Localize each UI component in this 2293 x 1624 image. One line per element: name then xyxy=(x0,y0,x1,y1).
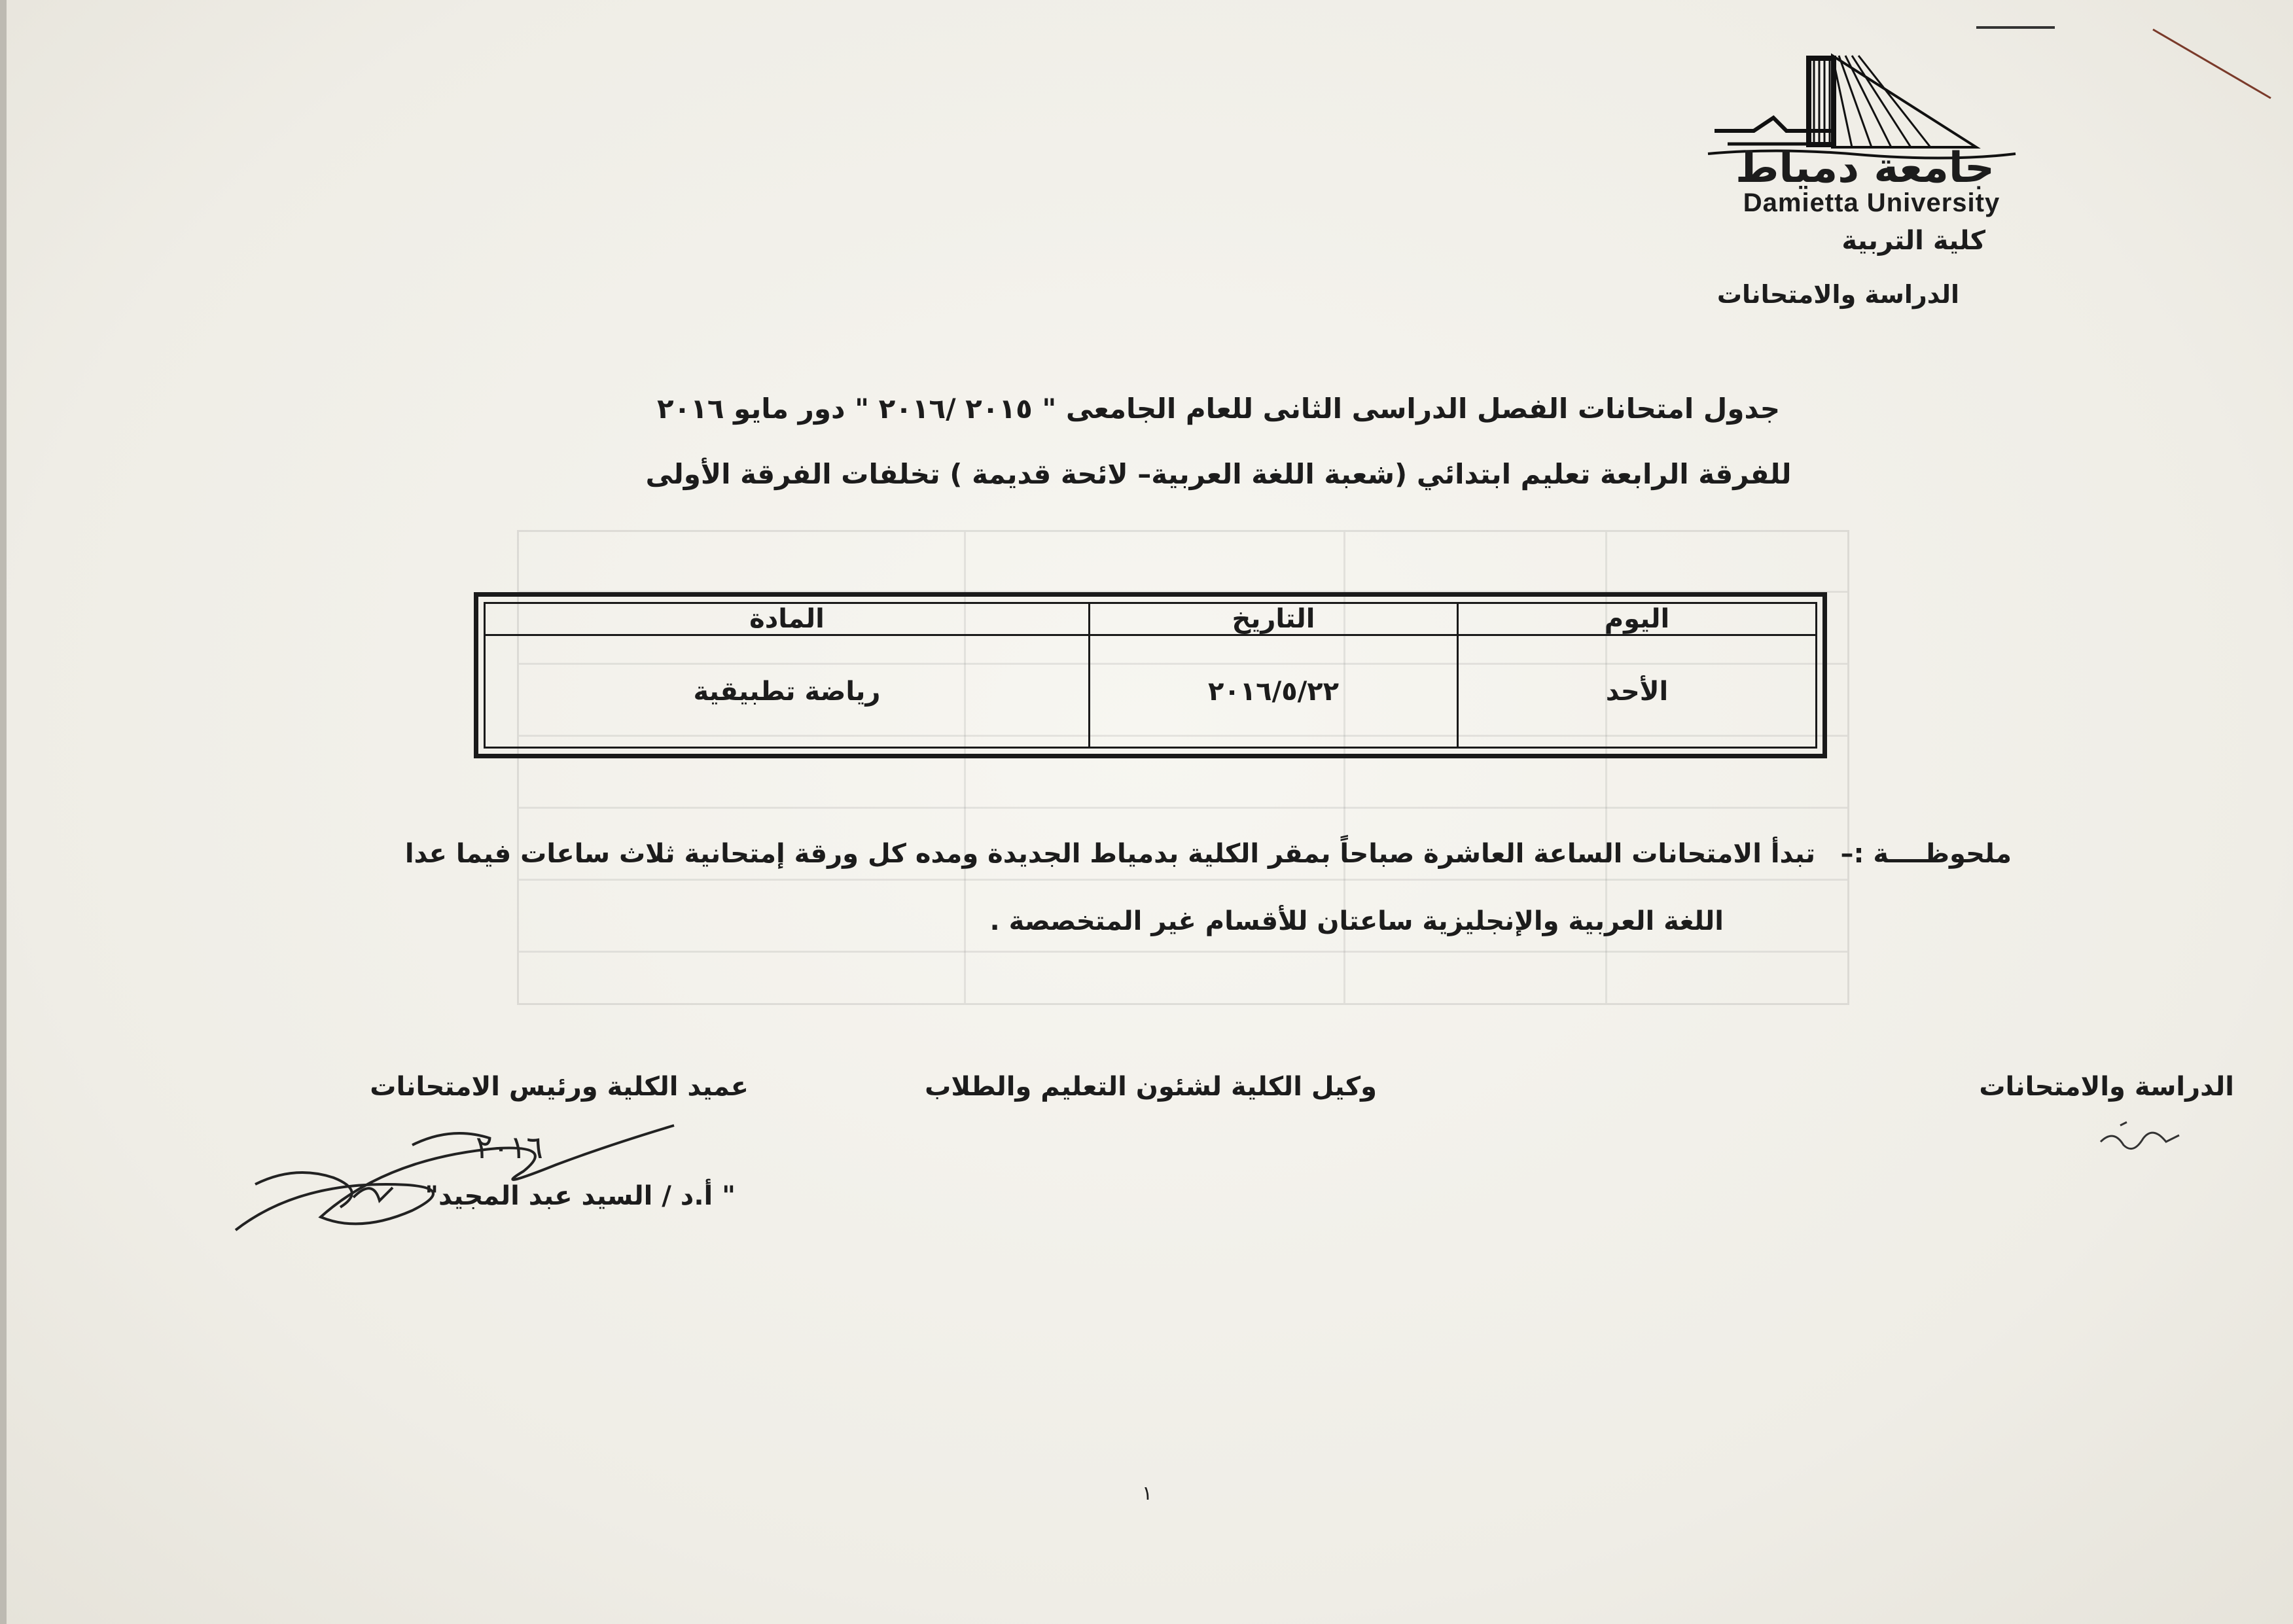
department-name: الدراسة والامتحانات xyxy=(1716,280,1959,309)
document-title: جدول امتحانات الفصل الدراسى الثانى للعام الجامعى " ٢٠١٥ /٢٠١٦ " دور مايو ٢٠١٦ xyxy=(657,393,1780,425)
header-subject: المادة xyxy=(485,603,1090,635)
document-subtitle: للفرقة الرابعة تعليم ابتدائي (شعبة اللغة العربية– لائحة قديمة ) تخلفات الفرقة الأولى xyxy=(645,458,1792,490)
header-date: التاريخ xyxy=(1090,603,1458,635)
handwritten-year: ٢٠١٦ xyxy=(475,1129,543,1166)
scan-mark xyxy=(1976,26,2055,29)
handwritten-signature xyxy=(216,1086,713,1243)
signature-department: الدراسة والامتحانات xyxy=(1979,1072,2234,1102)
pen-stroke-mark xyxy=(2146,26,2277,105)
signature-vice-dean: وكيل الكلية لشئون التعليم والطلاب xyxy=(925,1072,1377,1102)
faculty-name: كلية التربية xyxy=(1841,226,1985,256)
cell-day: الأحد xyxy=(1458,635,1817,748)
scan-edge xyxy=(0,0,7,1624)
dean-name: " أ.د / السيد عبد المجيد" xyxy=(425,1181,736,1211)
header-day: اليوم xyxy=(1458,603,1817,635)
signature-dean: عميد الكلية ورئيس الامتحانات xyxy=(370,1072,749,1102)
cell-date: ٢٠١٦/٥/٢٢ xyxy=(1090,635,1458,748)
exam-schedule-table xyxy=(474,592,1827,758)
table-header-row xyxy=(485,603,1817,635)
university-name-arabic: جامعة دمياط xyxy=(1735,144,1995,192)
page-number: ١ xyxy=(1142,1482,1153,1505)
university-name-english: Damietta University xyxy=(1743,188,2000,217)
note-text-line1: تبدأ الامتحانات الساعة العاشرة صباحاً بمقر الكلية بدمياط الجديدة ومده كل ورقة إمتحانية ثلاث ساعات فيما عدا xyxy=(404,839,1815,869)
handwritten-initials xyxy=(2094,1116,2186,1161)
table-row xyxy=(485,635,1817,748)
note-label: ملحوظــــة :– xyxy=(1840,839,2012,869)
note-text-line2: اللغة العربية والإنجليزية ساعتان للأقسام غير المتخصصة . xyxy=(989,906,1724,936)
cell-subject: رياضة تطبيقية xyxy=(485,635,1090,748)
